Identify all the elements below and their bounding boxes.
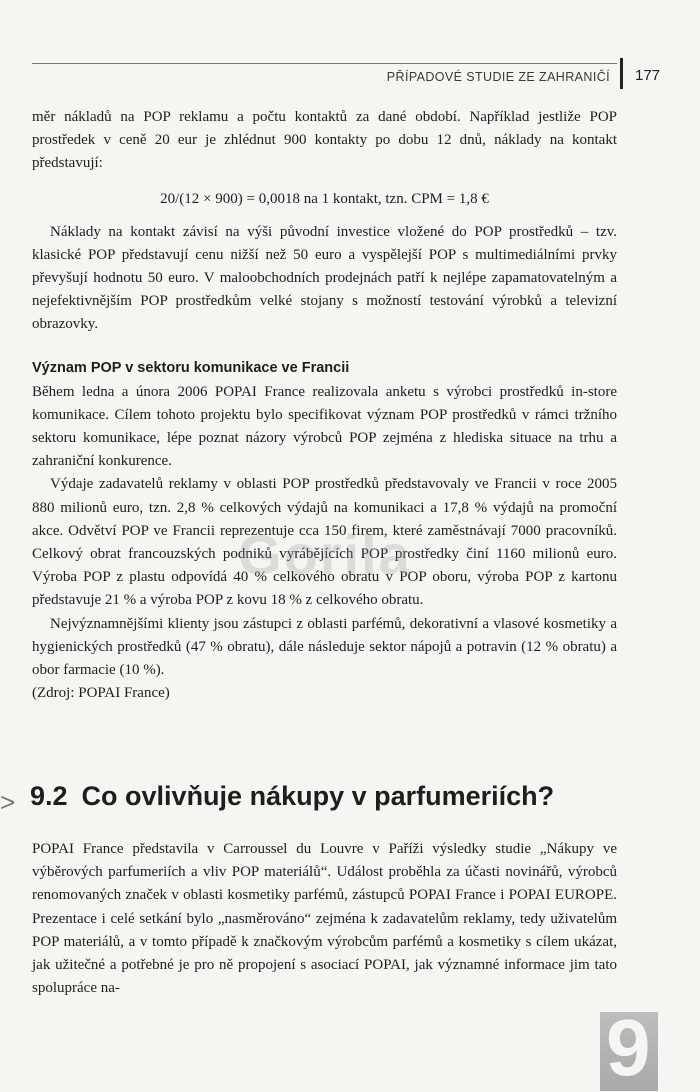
running-header: PŘÍPADOVÉ STUDIE ZE ZAHRANIČÍ xyxy=(386,70,610,84)
chapter-title: Co ovlivňuje nákupy v parfumeriích? xyxy=(81,781,555,811)
paragraph-cpm-intro: měr nákladů na POP reklamu a počtu kontaktů za dané období. Například jestliže POP prostředek v ceně 20 eur je zhlédnut 900 kontakty po dobu 12 dnů, náklady na kontakt představují: xyxy=(32,109,617,172)
cpm-formula: 20/(12 × 900) = 0,0018 na 1 kontakt, tzn. CPM = 1,8 € xyxy=(160,190,489,207)
header-divider-bar xyxy=(620,58,623,89)
paragraph-clients: Nejvýznamnějšími klienty jsou zástupci z oblasti parfémů, dekorativní a vlasové kosmetiky a hygienických prostředků (47 % obratu), dále následuje sektor nápojů a potravin (12 % obratu) a obor farmacie (10 %). xyxy=(32,615,617,679)
source-note: (Zdroj: POPAI France) xyxy=(32,685,170,702)
section-heading-france: Význam POP v sektoru komunikace ve Francii xyxy=(32,359,350,376)
body-text-upper xyxy=(32,106,617,705)
header-rule xyxy=(32,63,617,64)
page-number: 177 xyxy=(635,67,661,84)
chapter-number: 9.2 xyxy=(30,781,68,811)
chapter-heading xyxy=(30,781,554,812)
paragraph-study-results: POPAI France představila v Carroussel du Louvre v Paříži výsledky studie „Nákupy ve výběrových parfumeriích a vliv POP materiálů“. Událost proběhla za účasti novinářů, výrobců renomovaných značek v oblasti kosmetiky parfémů, zástupců POPAI France i POPAI EUROPE. Prezentace i celé setkání bylo „nasměrováno“ zejména k zadavatelům reklamy, tedy uživatelům POP materiálů, a v tomto případě k značkovým výrobcům parfémů a kosmetiky s cílem ukázat, jak užitečné a potřebné je pro ně propojení s asociací POPAI, jak významné informace jim tato spolupráce na- xyxy=(32,841,617,997)
chapter-arrow-icon: > xyxy=(0,787,16,817)
watermark-logo: Gorila xyxy=(238,523,412,586)
paragraph-survey: Během ledna a února 2006 POPAI France realizovala anketu s výrobci prostředků in-store komunikace. Cílem tohoto projektu bylo specifikovat význam POP prostředků v rámci tržního sektoru komunikace, lépe poznat názory výrobců POP zejména z hlediska situace na trhu a zahraniční konkurence. xyxy=(32,383,617,470)
body-text-lower xyxy=(32,838,617,1000)
chapter-thumb-number: 9 xyxy=(606,1003,651,1092)
paragraph-contact-costs: Náklady na kontakt závisí na výši původní investice vložené do POP prostředků – tzv. klasické POP představují cenu nižší než 50 euro a vyspělejší POP s multimediálními prvky převyšují hodnotu 50 euro. V maloobchodních prodejnách patří k nejlépe zapamatovatelným a nejefektivnějším POP prostředkům velké stojany s možností testování výrobků a televizní obrazovky. xyxy=(32,223,617,333)
paragraph-expenditures: Výdaje zadavatelů reklamy v oblasti POP prostředků představovaly ve Francii v roce 2005 880 milionů euro, tzn. 2,8 % celkových výdajů na komunikaci a 17,8 % výdajů na promoční akce. Odvětví POP ve Francii reprezentuje cca 150 firem, které zaměstnávají 7000 pracovníků. Celkový obrat francouzských podniků vyrábějících POP prostředky činí 1160 milionů euro. Výroba POP z plastu odpovídá 40 % celkového obratu v POP oboru, výroba POP z kartonu představuje 21 % a výroba POP z kovu 18 % z celkového obratu. xyxy=(32,476,617,609)
